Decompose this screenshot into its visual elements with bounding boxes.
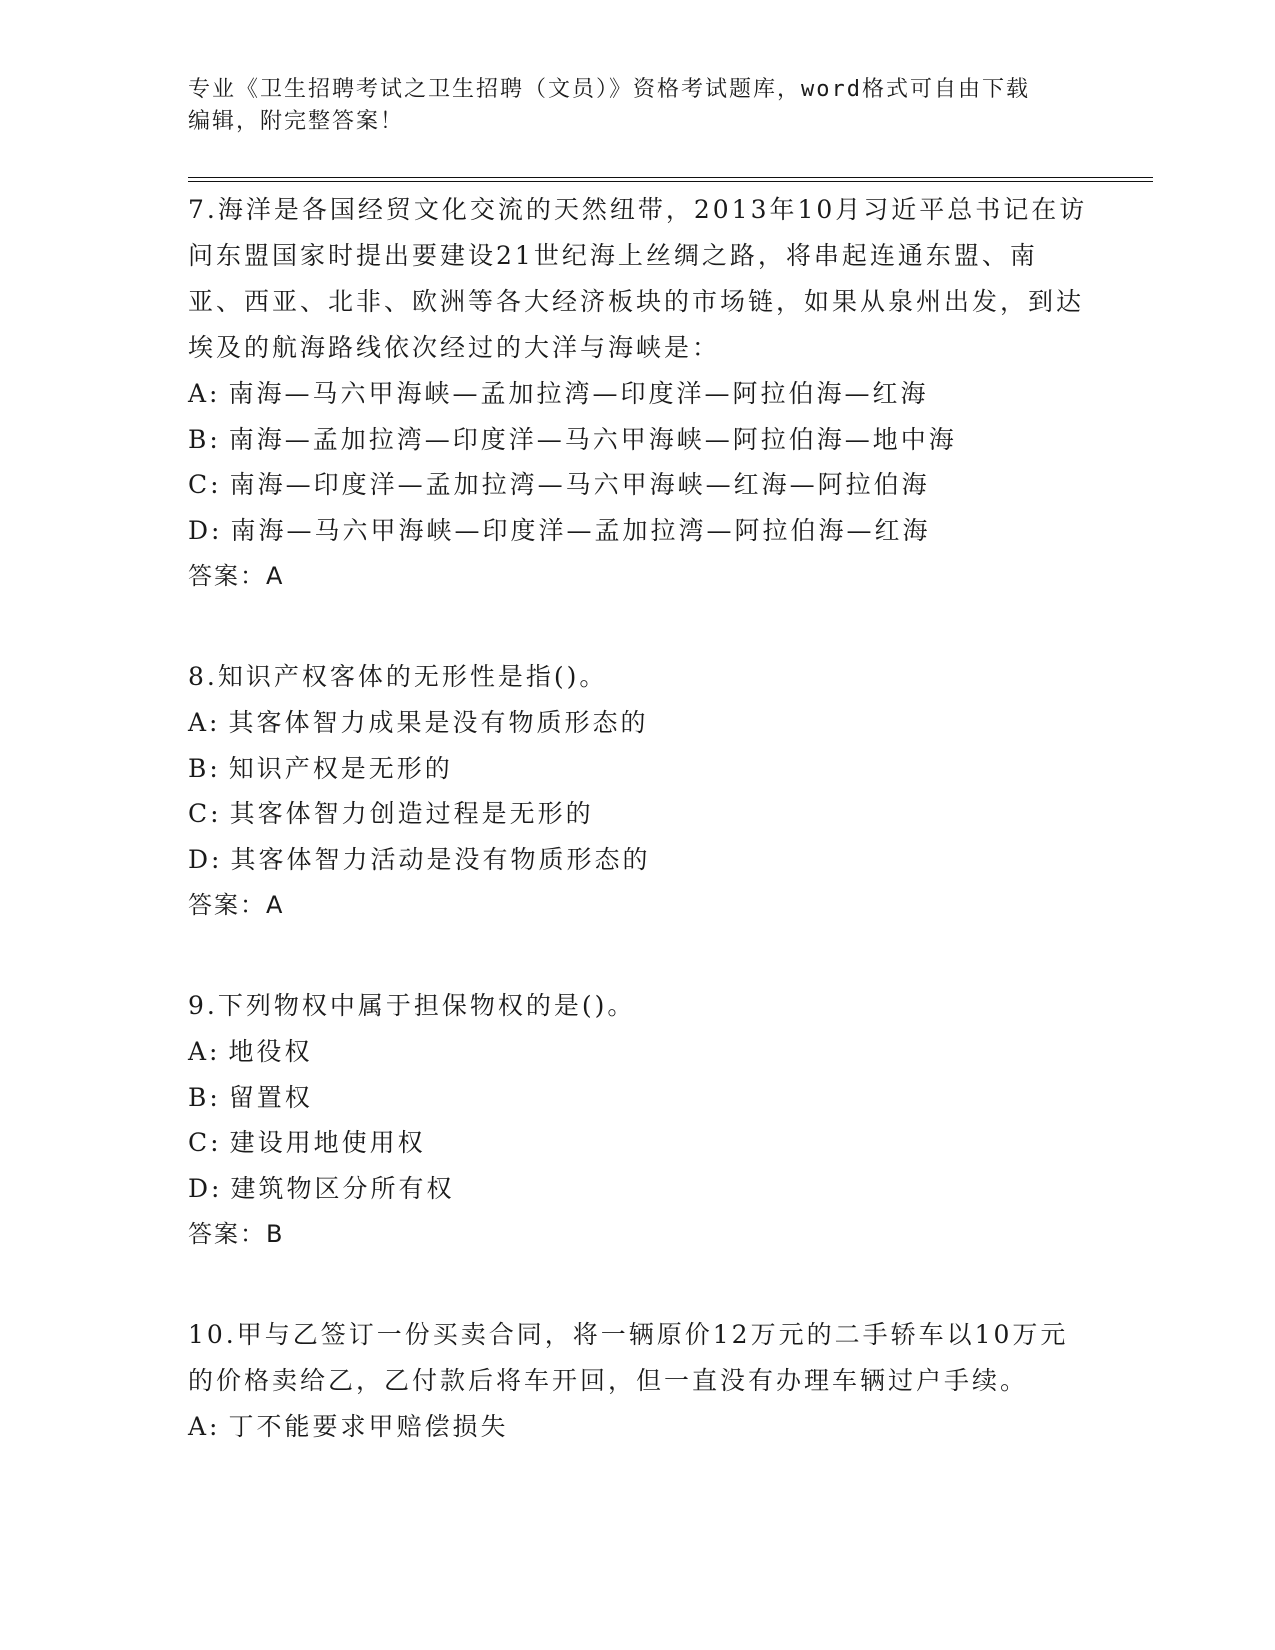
option-c — [188, 462, 1088, 508]
answer-label: 答案：A — [188, 562, 285, 590]
option-letter: D: — [188, 1173, 223, 1203]
option-a — [188, 1404, 1088, 1450]
option-text: 地役权 — [228, 1037, 313, 1066]
option-letter: A: — [188, 708, 221, 737]
option-d — [188, 508, 1088, 554]
question-list — [188, 187, 1088, 1505]
question-text: 9.下列物权中属于担保物权的是()。 — [188, 991, 636, 1020]
option-text: 南海—马六甲海峡—孟加拉湾—印度洋—阿拉伯海—红海 — [228, 379, 929, 408]
option-letter: A: — [188, 1412, 221, 1441]
option-a — [188, 371, 1088, 417]
document-header — [188, 74, 1088, 138]
question-7 — [188, 187, 1088, 599]
header-divider — [188, 177, 1153, 182]
option-letter: C: — [188, 1128, 222, 1157]
option-text: 其客体智力成果是没有物质形态的 — [228, 708, 649, 737]
option-letter: B: — [188, 1082, 221, 1112]
option-a — [188, 700, 1088, 746]
option-c — [188, 791, 1088, 837]
option-text: 南海—孟加拉湾—印度洋—马六甲海峡—阿拉伯海—地中海 — [228, 424, 957, 454]
option-c — [188, 1120, 1088, 1166]
option-text: 南海—印度洋—孟加拉湾—马六甲海峡—红海—阿拉伯海 — [229, 470, 930, 499]
option-letter: C: — [188, 470, 222, 499]
option-letter: D: — [188, 844, 223, 874]
option-d — [188, 1166, 1088, 1212]
question-9 — [188, 983, 1088, 1257]
option-text: 留置权 — [228, 1082, 313, 1112]
question-text: 10.甲与乙签订一份买卖合同，将一辆原价12万元的二手轿车以10万元的价格卖给乙，乙付款后将车开回，但一直没有办理车辆过户手续。 — [188, 1320, 1069, 1395]
question-text: 8.知识产权客体的无形性是指()。 — [188, 662, 608, 691]
header-line-1: 专业《卫生招聘考试之卫生招聘（文员）》资格考试题库，word格式可自由下载 — [188, 77, 1030, 102]
question-text: 7.海洋是各国经贸文化交流的天然纽带，2013年10月习近平总书记在访问东盟国家时提出要建设21世纪海上丝绸之路，将串起连通东盟、南亚、西亚、北非、欧洲等各大经济板块的市场链，如果从泉州出发，到达埃及的航海路线依次经过的大洋与海峡是： — [188, 195, 1088, 362]
answer-label: 答案：B — [188, 1220, 285, 1248]
option-text: 知识产权是无形的 — [228, 753, 453, 783]
option-text: 其客体智力活动是没有物质形态的 — [230, 844, 651, 874]
answer-label: 答案：A — [188, 891, 285, 919]
header-line-2: 编辑，附完整答案！ — [188, 109, 405, 134]
option-letter: B: — [188, 424, 221, 454]
option-letter: A: — [188, 1037, 221, 1066]
option-letter: D: — [188, 515, 223, 545]
option-letter: C: — [188, 799, 222, 828]
option-b — [188, 746, 1088, 792]
option-text: 建设用地使用权 — [229, 1128, 426, 1157]
option-letter: B: — [188, 753, 221, 783]
question-8 — [188, 654, 1088, 928]
option-text: 丁不能要求甲赔偿损失 — [228, 1412, 509, 1441]
option-text: 建筑物区分所有权 — [230, 1173, 455, 1203]
option-b — [188, 417, 1088, 463]
option-text: 其客体智力创造过程是无形的 — [229, 799, 594, 828]
option-b — [188, 1075, 1088, 1121]
question-10 — [188, 1312, 1088, 1450]
option-text: 南海—马六甲海峡—印度洋—孟加拉湾—阿拉伯海—红海 — [230, 515, 931, 545]
option-d — [188, 837, 1088, 883]
option-letter: A: — [188, 379, 221, 408]
option-a — [188, 1029, 1088, 1075]
